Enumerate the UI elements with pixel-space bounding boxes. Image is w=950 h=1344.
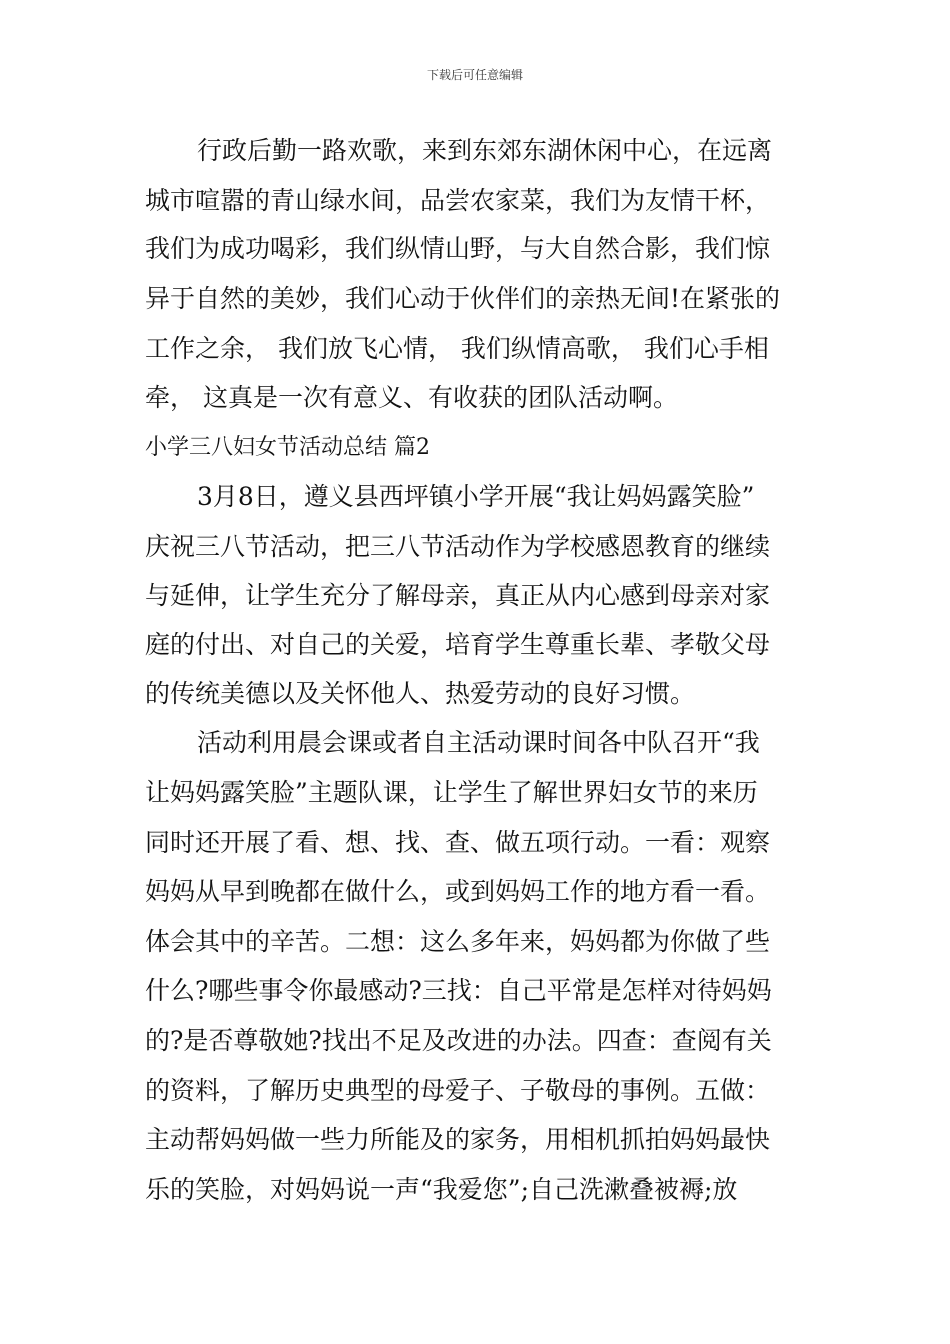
text-line: 异于自然的美妙，我们心动于伙伴们的亲热无间!在紧张的 <box>145 284 781 313</box>
text-line: 行政后勤一路欢歌，来到东郊东湖休闲中心，在远离 <box>197 136 773 165</box>
text-line: 活动利用晨会课或者自主活动课时间各中队召开“我 <box>197 728 760 757</box>
text-line: 3月8日，遵义县西坪镇小学开展“我让妈妈露笑脸” <box>197 482 755 511</box>
text-line: 我们为成功喝彩，我们纵情山野，与大自然合影，我们惊 <box>145 234 771 263</box>
text-line: 庆祝三八节活动，把三八节活动作为学校感恩教育的继续 <box>145 532 771 561</box>
text-line: 的资料，了解历史典型的母爱子、子敬母的事例。五做： <box>145 1076 771 1105</box>
text-line: 庭的付出、对自己的关爱，培育学生尊重长辈、孝敬父母 <box>145 630 771 659</box>
text-line: 妈妈从早到晚都在做什么，或到妈妈工作的地方看一看。 <box>145 877 771 906</box>
text-line: 的传统美德以及关怀他人、热爱劳动的良好习惯。 <box>145 679 696 708</box>
text-line: 体会其中的辛苦。二想：这么多年来，妈妈都为你做了些 <box>145 927 771 956</box>
text-line: 工作之余， 我们放飞心情， 我们纵情高歌， 我们心手相 <box>145 334 769 363</box>
text-line: 乐的笑脸，对妈妈说一声“我爱您”;自己洗漱叠被褥;放 <box>145 1175 738 1204</box>
text-line: 的?是否尊敬她?找出不足及改进的办法。四查：查阅有关 <box>145 1026 772 1055</box>
text-line: 什么?哪些事令你最感动?三找：自己平常是怎样对待妈妈 <box>145 976 772 1005</box>
text-line: 同时还开展了看、想、找、查、做五项行动。一看：观察 <box>145 828 771 857</box>
text-line: 与延伸，让学生充分了解母亲，真正从内心感到母亲对家 <box>145 581 771 610</box>
text-line: 牵， 这真是一次有意义、有收获的团队活动啊。 <box>145 383 678 412</box>
header-note: 下载后可任意编辑 <box>426 68 523 82</box>
section-heading: 小学三八妇女节活动总结 篇2 <box>145 435 430 460</box>
text-line: 城市喧嚣的青山绿水间，品尝农家菜，我们为友情干杯， <box>145 186 771 215</box>
text-line: 让妈妈露笑脸”主题队课，让学生了解世界妇女节的来历 <box>145 778 758 807</box>
text-line: 主动帮妈妈做一些力所能及的家务，用相机抓拍妈妈最快 <box>145 1125 771 1154</box>
